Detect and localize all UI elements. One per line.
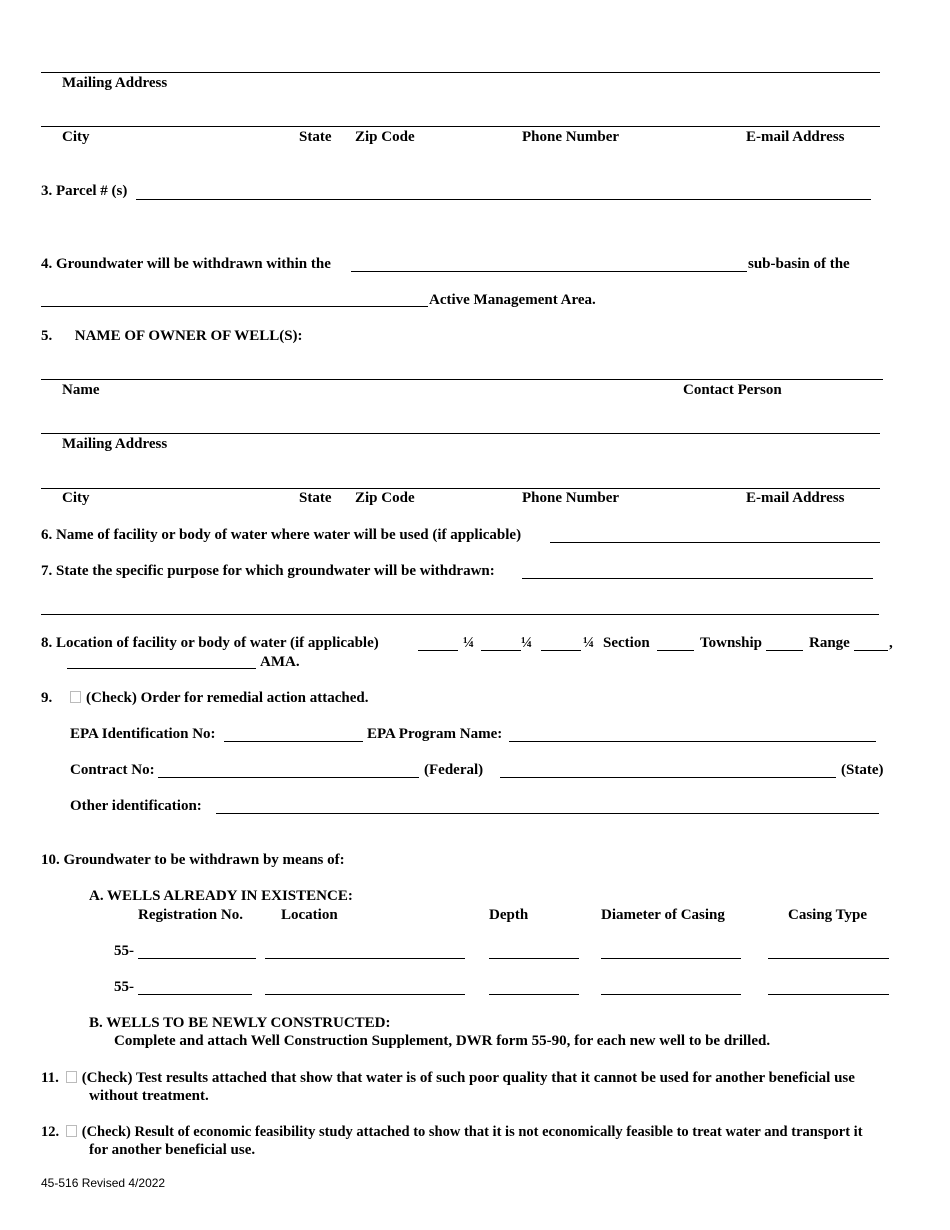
other-id-label: Other identification:	[70, 798, 202, 814]
ama-label: Active Management Area.	[429, 292, 596, 308]
epa-id-field[interactable]	[224, 741, 363, 742]
test-results-checkbox[interactable]	[66, 1071, 77, 1083]
purpose-field-line2[interactable]	[41, 614, 879, 615]
col-registration: Registration No.	[138, 907, 243, 923]
owner-city-label: City	[62, 490, 90, 506]
contract-state-field[interactable]	[500, 777, 836, 778]
owner-state-label: State	[299, 490, 332, 506]
township-field[interactable]	[766, 650, 803, 651]
location-ama-field[interactable]	[67, 668, 256, 669]
well-row-1-diameter[interactable]	[601, 958, 741, 959]
well-row-1-depth[interactable]	[489, 958, 579, 959]
mailing-address-line-top[interactable]	[41, 72, 880, 73]
quarter-symbol-3: ¼	[583, 635, 595, 651]
feasibility-number: 12.	[41, 1124, 60, 1140]
state-contract-label: (State)	[841, 762, 884, 778]
test-results-number: 11.	[41, 1070, 59, 1086]
owner-city-line[interactable]	[41, 488, 880, 489]
remedial-check-row[interactable]	[70, 690, 368, 707]
contract-federal-field[interactable]	[158, 777, 419, 778]
remedial-number: 9.	[41, 690, 53, 706]
epa-program-label: EPA Program Name:	[367, 726, 503, 742]
well-row-1-prefix: 55-	[114, 943, 134, 959]
withdrawal-heading: 10. Groundwater to be withdrawn by means of:	[41, 852, 345, 868]
owner-mailing-line[interactable]	[41, 433, 880, 434]
owner-phone-label: Phone Number	[522, 490, 620, 506]
well-row-2-depth[interactable]	[489, 994, 579, 995]
new-wells-text: Complete and attach Well Construction Supplement, DWR form 55-90, for each new well to be drilled.	[114, 1033, 771, 1049]
other-id-field[interactable]	[216, 813, 879, 814]
test-results-line1: (Check) Test results attached that show that water is of such poor quality that it cannot be used for another beneficial use	[81, 1070, 855, 1086]
quarter-field-1[interactable]	[418, 650, 458, 651]
quarter-symbol-2: ¼	[521, 635, 533, 651]
col-location: Location	[281, 907, 338, 923]
feasibility-line2: for another beneficial use.	[89, 1142, 256, 1158]
quarter-field-2[interactable]	[481, 650, 521, 651]
quarter-symbol-1: ¼	[463, 635, 475, 651]
existing-wells-heading: A. WELLS ALREADY IN EXISTENCE:	[89, 888, 353, 904]
township-label: Township	[700, 635, 762, 651]
owner-heading: 5. NAME OF OWNER OF WELL(S):	[41, 328, 303, 344]
contract-label: Contract No:	[70, 762, 155, 778]
owner-mailing-label: Mailing Address	[62, 436, 168, 452]
purpose-field[interactable]	[522, 578, 873, 579]
well-row-2-diameter[interactable]	[601, 994, 741, 995]
range-field[interactable]	[854, 650, 888, 651]
well-row-2-prefix: 55-	[114, 979, 134, 995]
owner-contact-label: Contact Person	[683, 382, 782, 398]
owner-name-label: Name	[62, 382, 100, 398]
owner-zip-label: Zip Code	[355, 490, 415, 506]
col-casing-type: Casing Type	[788, 907, 868, 923]
epa-id-label: EPA Identification No:	[70, 726, 216, 742]
purpose-label: 7. State the specific purpose for which groundwater will be withdrawn:	[41, 563, 495, 579]
new-wells-heading: B. WELLS TO BE NEWLY CONSTRUCTED:	[89, 1015, 391, 1031]
remedial-check-label: (Check) Order for remedial action attached.	[86, 690, 369, 706]
facility-name-label: 6. Name of facility or body of water where water will be used (if applicable)	[41, 527, 522, 543]
test-results-row[interactable]	[41, 1070, 855, 1087]
section-label: Section	[603, 635, 650, 651]
test-results-line2: without treatment.	[89, 1088, 209, 1104]
well-row-1-casing[interactable]	[768, 958, 889, 959]
range-label: Range	[809, 635, 850, 651]
federal-label: (Federal)	[424, 762, 484, 778]
form-id: 45-516 Revised 4/2022	[41, 1176, 166, 1190]
feasibility-line1: (Check) Result of economic feasibility study attached to show that it is not economically feasible to treat water and transport it	[81, 1124, 863, 1140]
well-row-2-registration[interactable]	[138, 994, 252, 995]
epa-program-field[interactable]	[509, 741, 876, 742]
well-row-2-casing[interactable]	[768, 994, 889, 995]
well-row-2-location[interactable]	[265, 994, 465, 995]
parcel-field[interactable]	[136, 199, 871, 200]
quarter-field-3[interactable]	[541, 650, 581, 651]
col-depth: Depth	[489, 907, 529, 923]
city-line-top[interactable]	[41, 126, 880, 127]
feasibility-row[interactable]	[41, 1124, 863, 1141]
parcel-label: 3. Parcel # (s)	[41, 183, 128, 199]
zip-label: Zip Code	[355, 129, 415, 145]
location-ama-label: AMA.	[260, 654, 300, 670]
owner-name-line[interactable]	[41, 379, 883, 380]
sub-basin-prefix: 4. Groundwater will be withdrawn within the	[41, 256, 331, 272]
range-comma: ,	[889, 635, 893, 651]
phone-label: Phone Number	[522, 129, 620, 145]
remedial-checkbox[interactable]	[70, 691, 81, 703]
feasibility-checkbox[interactable]	[66, 1125, 77, 1137]
section-field[interactable]	[657, 650, 694, 651]
well-row-1-registration[interactable]	[138, 958, 256, 959]
email-label: E-mail Address	[746, 129, 845, 145]
ama-field[interactable]	[41, 306, 428, 307]
owner-email-label: E-mail Address	[746, 490, 845, 506]
state-label: State	[299, 129, 332, 145]
facility-name-field[interactable]	[550, 542, 880, 543]
well-row-1-location[interactable]	[265, 958, 465, 959]
sub-basin-suffix: sub-basin of the	[748, 256, 850, 272]
location-label: 8. Location of facility or body of water (if applicable)	[41, 635, 379, 651]
sub-basin-field[interactable]	[351, 271, 747, 272]
mailing-address-label: Mailing Address	[62, 75, 168, 91]
city-label: City	[62, 129, 90, 145]
col-diameter: Diameter of Casing	[601, 907, 725, 923]
